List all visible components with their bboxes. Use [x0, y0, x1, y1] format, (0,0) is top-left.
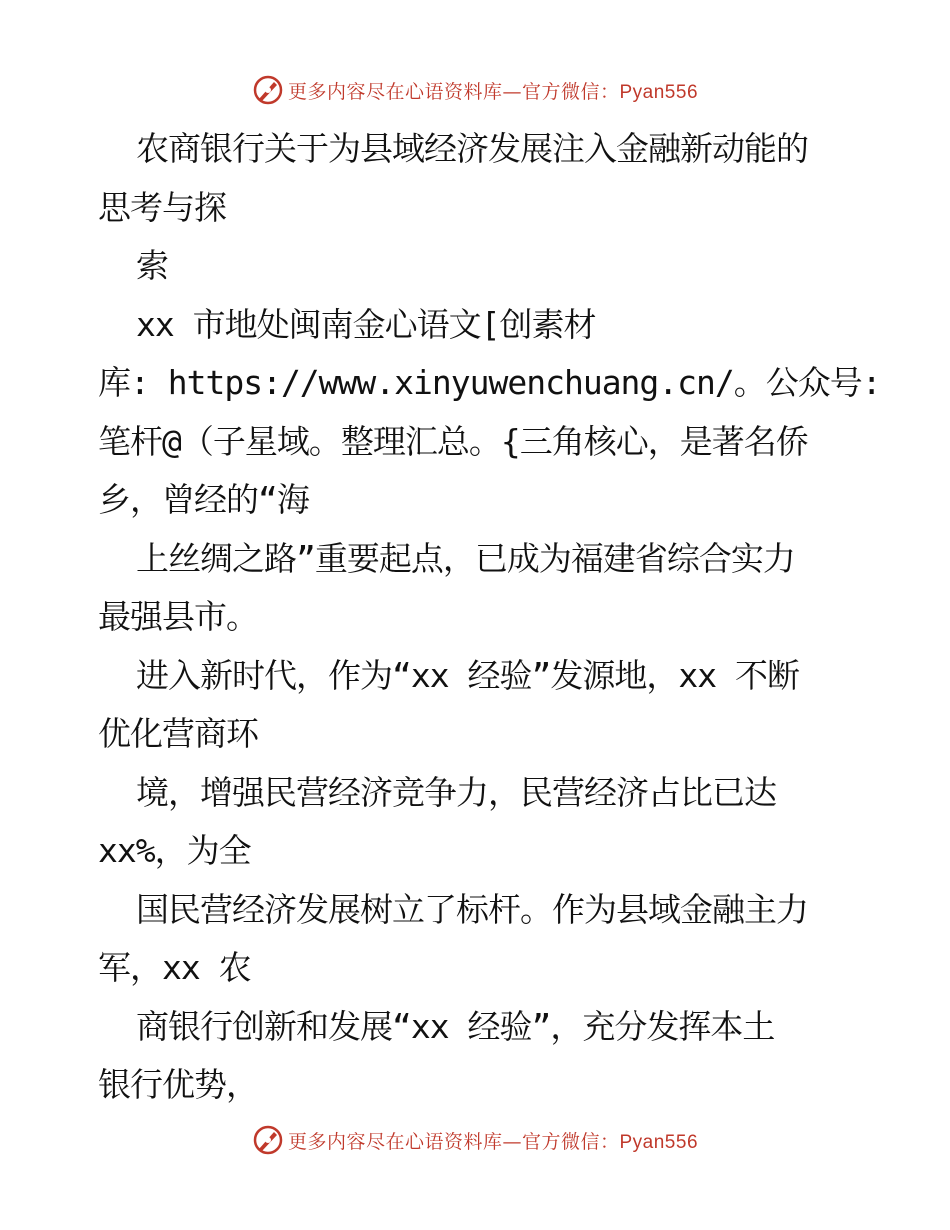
text-line: 思考与探 — [98, 187, 226, 227]
text-line: 乡，曾经的“海 — [98, 480, 309, 519]
text-line: xx 市地处闽南金心语文[创素材 — [136, 304, 596, 344]
text-line: 商银行创新和发展“xx 经验”，充分发挥本土 — [136, 1006, 775, 1046]
header-banner — [0, 70, 950, 110]
text-line: 优化营商环 — [98, 714, 258, 753]
text-line: 最强县市。 — [98, 597, 258, 636]
text-line: 库: https://www.xinyuwenchuang.cn/。公众号: — [98, 363, 881, 402]
text-line: 进入新时代，作为“xx 经验”发源地，xx 不断 — [136, 655, 799, 695]
text-line: 军，xx 农 — [98, 948, 251, 987]
document-body — [98, 120, 881, 1115]
text-line: 国民营经济发展树立了标杆。作为县域金融主力 — [136, 889, 808, 929]
banner-text: 更多内容尽在心语资料库—官方微信：Pyan556 — [287, 80, 699, 103]
pen-logo-icon — [252, 1124, 284, 1156]
text-line: xx%，为全 — [98, 831, 251, 870]
text-line: 索 — [136, 246, 168, 285]
banner-text: 更多内容尽在心语资料库—官方微信：Pyan556 — [287, 1130, 699, 1153]
text-line: 上丝绸之路”重要起点，已成为福建省综合实力 — [136, 538, 795, 578]
text-line: 农商银行关于为县域经济发展注入金融新动能的 — [136, 129, 808, 168]
text-line: 境，增强民营经济竞争力，民营经济占比已达 — [136, 772, 776, 812]
pen-logo-icon — [252, 74, 284, 106]
footer-banner — [0, 1120, 950, 1160]
text-line: 笔杆@（子星域。整理汇总。{三角核心，是著名侨 — [98, 421, 808, 461]
wechat-id: Pyan556 — [619, 81, 699, 103]
text-line: 银行优势， — [98, 1065, 258, 1104]
wechat-id: Pyan556 — [619, 1131, 699, 1153]
